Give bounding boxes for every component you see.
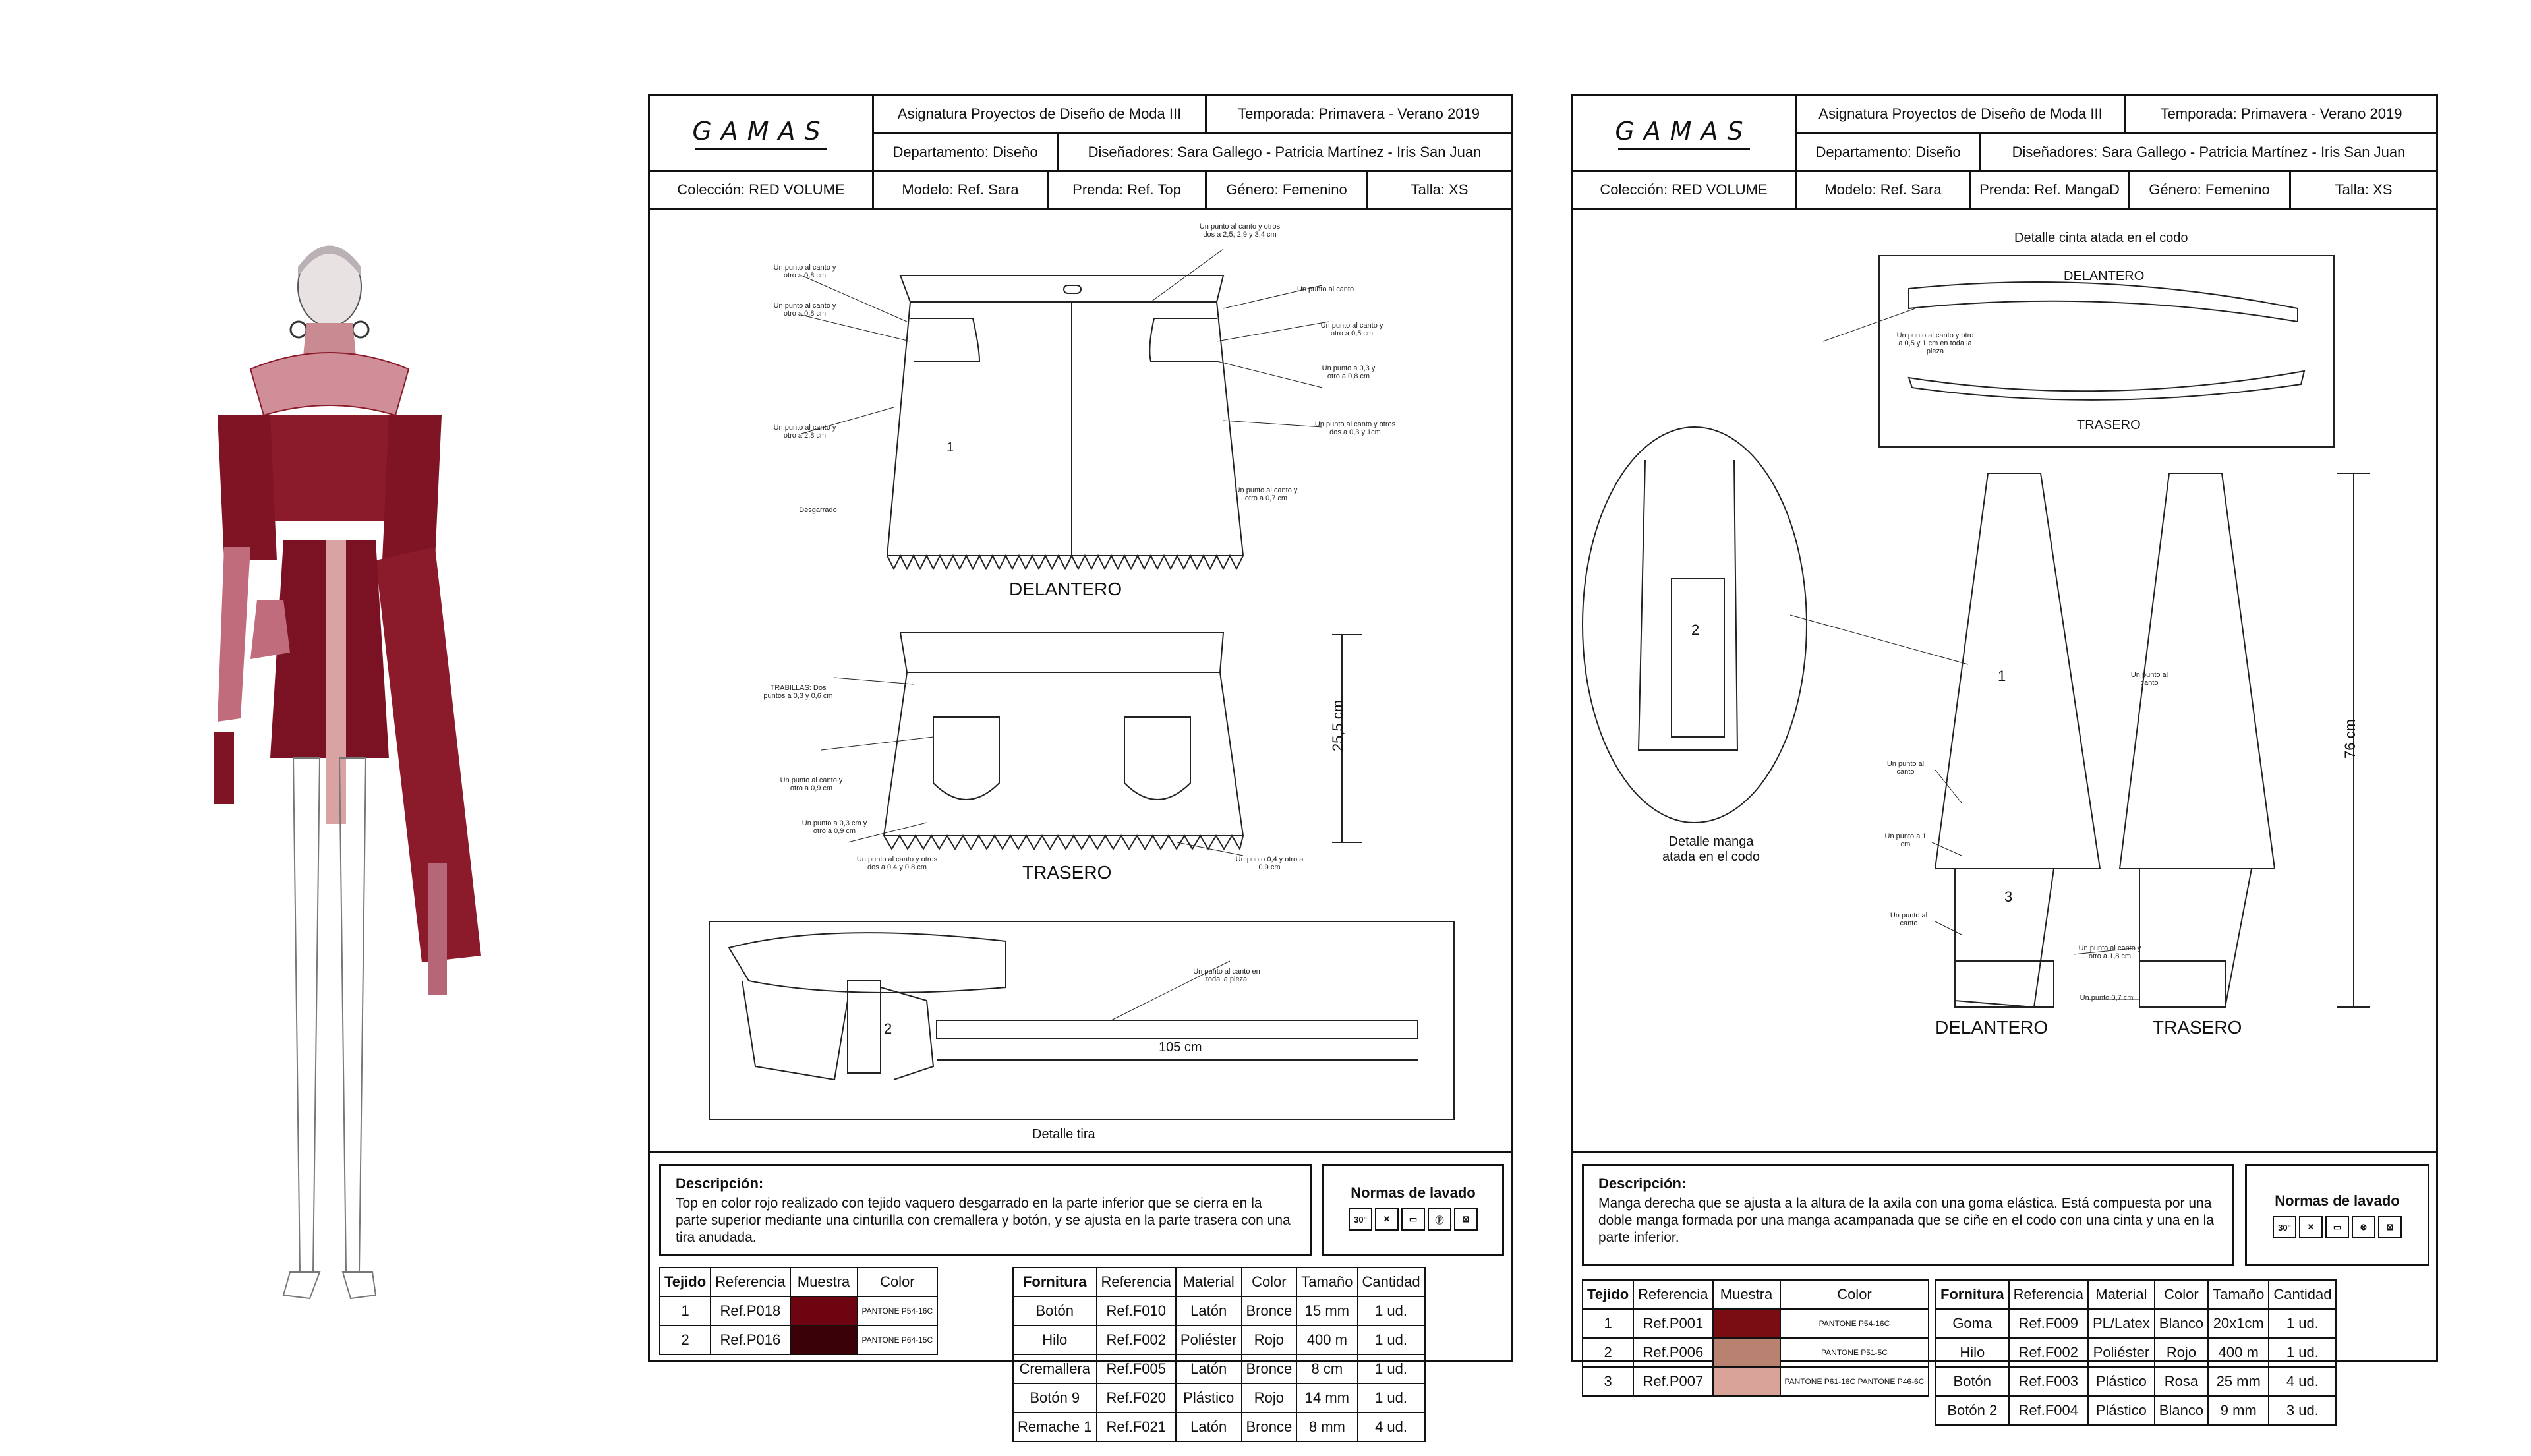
table-row <box>660 1296 937 1325</box>
tech-sheet-top <box>648 94 1513 1435</box>
column-header: Tejido <box>1583 1280 1633 1309</box>
column-header: Material <box>1176 1267 1242 1296</box>
column-header: Cantidad <box>2269 1280 2336 1309</box>
table-cell: 3 ud. <box>2269 1396 2336 1425</box>
table-cell: Hilo <box>1936 1338 2009 1367</box>
column-header: Material <box>2088 1280 2155 1309</box>
table-cell: Ref.F005 <box>1097 1354 1176 1383</box>
fabric-reference: Ref.P018 <box>711 1296 790 1325</box>
table-header <box>660 1267 937 1296</box>
column-header: Color <box>1780 1280 1929 1309</box>
table-cell: 1 ud. <box>1358 1354 1425 1383</box>
no-dryclean-icon: ⊗ <box>2352 1216 2375 1238</box>
table-row <box>660 1325 937 1354</box>
table-cell: Plástico <box>2088 1367 2155 1396</box>
fabric-swatch <box>1713 1338 1780 1367</box>
table-row <box>1583 1338 1929 1367</box>
sleeve-front-drawing <box>1935 473 2100 1007</box>
table-cell: Ref.F009 <box>2009 1309 2088 1338</box>
note: Desgarrado <box>799 506 837 514</box>
strap-detail-drawing <box>729 933 1418 1080</box>
table-cell: PL/Latex <box>2088 1309 2155 1338</box>
front-label: DELANTERO <box>1009 579 1122 599</box>
table-row <box>1583 1367 1929 1396</box>
table-cell: Blanco <box>2155 1396 2208 1425</box>
note: Un punto al canto y otro a 2,8 cm <box>773 424 836 440</box>
cinta-front-label: DELANTERO <box>2064 269 2145 283</box>
note: Un punto al canto y otro a 0,8 cm <box>773 264 836 279</box>
table-cell: 1 ud. <box>2269 1309 2336 1338</box>
note: Un punto al canto y otros dos a 0,3 y 1cm <box>1314 421 1396 436</box>
table-cell: Botón 2 <box>1936 1396 2009 1425</box>
column-header: Fornitura <box>1936 1280 2009 1309</box>
note: Un punto al canto y otros dos a 2,5, 2,9 y 3,4 cm <box>1199 223 1281 239</box>
fabric-number: 3 <box>1583 1367 1633 1396</box>
wash-title: Normas de lavado <box>1351 1184 1476 1201</box>
fabric-color: PANTONE P54-16C <box>1780 1309 1929 1338</box>
temporada-cell: Temporada: Primavera - Verano 2019 <box>2126 96 2436 134</box>
table-cell: Goma <box>1936 1309 2009 1338</box>
table-row <box>1013 1412 1425 1441</box>
fabric-swatch <box>1713 1309 1780 1338</box>
table-cell: Rojo <box>1242 1325 1297 1354</box>
description-title: Descripción: <box>1598 1175 1687 1192</box>
fashion-illustration <box>178 231 521 1351</box>
no-bleach-icon: ✕ <box>2299 1216 2323 1238</box>
brand-logo: GAMAS <box>650 96 874 172</box>
wash-title: Normas de lavado <box>2275 1192 2400 1209</box>
column-header: Color <box>1242 1267 1297 1296</box>
table-cell: 1 ud. <box>1358 1325 1425 1354</box>
table-cell: Ref.F004 <box>2009 1396 2088 1425</box>
wash-30-icon: 30° <box>2273 1216 2296 1238</box>
asignatura-cell: Asignatura Proyectos de Diseño de Moda III <box>874 96 1207 134</box>
table-cell: 8 mm <box>1296 1412 1357 1441</box>
fabric-color: PANTONE P51-5C <box>1780 1338 1929 1367</box>
note: Un punto al canto <box>1296 285 1354 293</box>
departamento-cell: Departamento: Diseño <box>874 134 1059 172</box>
prenda-cell: Prenda: Ref. Top <box>1049 172 1207 210</box>
column-header: Referencia <box>1097 1267 1176 1296</box>
column-header: Fornitura <box>1013 1267 1097 1296</box>
table-row <box>1936 1396 2336 1425</box>
table-row <box>1013 1296 1425 1325</box>
fabric-reference: Ref.P001 <box>1633 1309 1712 1338</box>
table-cell: 25 mm <box>2208 1367 2269 1396</box>
note: Un punto a 0,3 y otro a 0,8 cm <box>1322 364 1376 380</box>
note: Un punto al canto en toda la pieza <box>1193 968 1260 983</box>
note: Un punto a 1 cm <box>1884 832 1927 848</box>
table-cell: 9 mm <box>2208 1396 2269 1425</box>
trims-table <box>1935 1279 2337 1426</box>
iron-low-icon: ▭ <box>1401 1208 1425 1231</box>
column-header: Color <box>2155 1280 2208 1309</box>
fabric-number: 2 <box>1583 1338 1633 1367</box>
piece-number-3: 3 <box>2004 888 2013 905</box>
fabric-table <box>659 1267 938 1355</box>
note: Un punto al canto y otro a 0,7 cm <box>1235 486 1298 502</box>
table-row <box>1013 1325 1425 1354</box>
table-cell: Bronce <box>1242 1412 1297 1441</box>
table-header <box>1583 1280 1929 1309</box>
column-header: Cantidad <box>1358 1267 1425 1296</box>
column-header: Tamaño <box>2208 1280 2269 1309</box>
table-cell: 4 ud. <box>1358 1412 1425 1441</box>
table-cell: Plástico <box>2088 1396 2155 1425</box>
talla-cell: Talla: XS <box>1368 172 1511 210</box>
column-header: Tejido <box>660 1267 711 1296</box>
note: Un punto al canto y otros dos a 0,4 y 0,8 cm <box>856 856 938 871</box>
sheet-header <box>1573 96 2436 210</box>
table-cell: Bronce <box>1242 1296 1297 1325</box>
description-text: Manga derecha que se ajusta a la altura de la axila con una goma elástica. Está compuesta por una doble manga formada por una manga acampanada que se ciñe en el codo con una cinta y una en la parte inferior. <box>1598 1196 2214 1245</box>
wash-icons <box>2247 1216 2428 1238</box>
prenda-cell: Prenda: Ref. MangaD <box>1971 172 2130 210</box>
cinta-back-drawing <box>1909 371 2304 400</box>
no-tumble-dry-icon: ⊠ <box>2378 1216 2402 1238</box>
table-cell: Ref.F020 <box>1097 1383 1176 1412</box>
fabric-reference: Ref.P006 <box>1633 1338 1712 1367</box>
description-box <box>1582 1164 2234 1266</box>
table-cell: Hilo <box>1013 1325 1097 1354</box>
fabric-color: PANTONE P64-15C <box>858 1325 938 1354</box>
sleeve-back-drawing <box>2120 473 2370 1007</box>
table-cell: 1 ud. <box>1358 1383 1425 1412</box>
fabric-color: PANTONE P54-16C <box>858 1296 938 1325</box>
piece-number-1: 1 <box>946 440 954 455</box>
table-cell: Poliéster <box>1176 1325 1242 1354</box>
column-header: Muestra <box>1713 1280 1780 1309</box>
fabric-color: PANTONE P61-16C PANTONE P46-6C <box>1780 1367 1929 1396</box>
fabric-reference: Ref.P016 <box>711 1325 790 1354</box>
table-cell: Rosa <box>2155 1367 2208 1396</box>
no-tumble-dry-icon: ⊠ <box>1454 1208 1478 1231</box>
brand-logo: GAMAS <box>1573 96 1797 172</box>
detail-label: Detalle tira <box>1032 1127 1095 1142</box>
trims-table <box>1012 1267 1426 1442</box>
modelo-cell: Modelo: Ref. Sara <box>1797 172 1971 210</box>
table-header <box>1013 1267 1425 1296</box>
wash-30-icon: 30° <box>1349 1208 1372 1231</box>
cinta-title: Detalle cinta atada en el codo <box>2014 231 2188 245</box>
table-cell: Ref.F002 <box>2009 1338 2088 1367</box>
table-cell: Botón <box>1013 1296 1097 1325</box>
column-header: Color <box>858 1267 938 1296</box>
genero-cell: Género: Femenino <box>2130 172 2291 210</box>
departamento-cell: Departamento: Diseño <box>1797 134 1981 172</box>
talla-cell: Talla: XS <box>2291 172 2436 210</box>
table-cell: Poliéster <box>2088 1338 2155 1367</box>
table-cell: 400 m <box>1296 1325 1357 1354</box>
note: Un punto 0,4 y otro a 0,9 cm <box>1235 856 1304 871</box>
table-cell: Ref.F003 <box>2009 1367 2088 1396</box>
no-bleach-icon: ✕ <box>1375 1208 1399 1231</box>
height-measure: 25,5 cm <box>1329 699 1347 752</box>
note: Un punto a 0,3 cm y otro a 0,9 cm <box>801 819 867 835</box>
table-cell: Botón 9 <box>1013 1383 1097 1412</box>
table-cell: 400 m <box>2208 1338 2269 1367</box>
technical-drawing <box>1573 210 2436 1153</box>
table-cell: Bronce <box>1242 1354 1297 1383</box>
note: Un punto al canto <box>1886 760 1925 776</box>
table-cell: 4 ud. <box>2269 1367 2336 1396</box>
fabric-number: 1 <box>1583 1309 1633 1338</box>
table-cell: Latón <box>1176 1412 1242 1441</box>
cinta-back-label: TRASERO <box>2077 418 2141 432</box>
column-header: Referencia <box>1633 1280 1712 1309</box>
table-cell: Rojo <box>1242 1383 1297 1412</box>
fabric-reference: Ref.P007 <box>1633 1367 1712 1396</box>
strap-measure: 105 cm <box>1159 1040 1202 1055</box>
note: Un punto al canto y otro a 0,8 cm <box>773 302 836 318</box>
table-row <box>1936 1338 2336 1367</box>
fabric-number: 2 <box>660 1325 711 1354</box>
iron-low-icon: ▭ <box>2325 1216 2349 1238</box>
note: Un punto al canto y otro a 0,9 cm <box>780 776 843 792</box>
asignatura-cell: Asignatura Proyectos de Diseño de Moda III <box>1797 96 2126 134</box>
table-cell: Plástico <box>1176 1383 1242 1412</box>
disenadores-cell: Diseñadores: Sara Gallego - Patricia Martínez - Iris San Juan <box>1059 134 1511 172</box>
back-label: TRASERO <box>1022 862 1112 883</box>
piece-number-2: 2 <box>884 1020 892 1037</box>
table-cell: 1 ud. <box>1358 1296 1425 1325</box>
manga-detail-label: Detalle manga atada en el codo <box>1662 834 1760 864</box>
description-title: Descripción: <box>676 1175 764 1192</box>
fabric-swatch <box>790 1296 858 1325</box>
note: Un punto al canto <box>2130 671 2168 687</box>
coleccion-cell: Colección: RED VOLUME <box>1573 172 1797 210</box>
table-row <box>1583 1309 1929 1338</box>
table-row <box>1013 1354 1425 1383</box>
wash-care-box <box>2245 1164 2429 1266</box>
table-cell: Rojo <box>2155 1338 2208 1367</box>
table-cell: Ref.F010 <box>1097 1296 1176 1325</box>
table-row <box>1013 1383 1425 1412</box>
note: Un punto al canto y otro a 1,8 cm <box>2078 945 2141 960</box>
table-cell: 1 ud. <box>2269 1338 2336 1367</box>
table-cell: Botón <box>1936 1367 2009 1396</box>
coleccion-cell: Colección: RED VOLUME <box>650 172 874 210</box>
dryclean-p-icon: Ⓟ <box>1428 1208 1451 1231</box>
table-row <box>1936 1367 2336 1396</box>
table-cell: Ref.F021 <box>1097 1412 1176 1441</box>
column-header: Tamaño <box>1296 1267 1357 1296</box>
table-cell: 8 cm <box>1296 1354 1357 1383</box>
temporada-cell: Temporada: Primavera - Verano 2019 <box>1207 96 1511 134</box>
table-header <box>1936 1280 2336 1309</box>
note: Un punto 0,7 cm <box>2080 994 2134 1002</box>
wash-care-box <box>1322 1164 1504 1256</box>
table-cell: Ref.F002 <box>1097 1325 1176 1354</box>
description-box <box>659 1164 1312 1256</box>
wash-icons <box>1324 1208 1502 1231</box>
front-label: DELANTERO <box>1935 1017 2049 1037</box>
table-cell: Latón <box>1176 1354 1242 1383</box>
front-view-drawing <box>887 276 1243 569</box>
table-cell: 15 mm <box>1296 1296 1357 1325</box>
back-label: TRASERO <box>2153 1017 2242 1037</box>
piece-number-1: 1 <box>1998 668 2006 684</box>
length-measure: 76 cm <box>2341 719 2358 759</box>
note: Un punto al canto y otro a 0,5 y 1 cm en toda la pieza <box>1896 332 1974 355</box>
piece-number-2: 2 <box>1691 622 1700 638</box>
fabric-number: 1 <box>660 1296 711 1325</box>
table-cell: 14 mm <box>1296 1383 1357 1412</box>
tech-sheet-sleeve <box>1571 94 2438 1418</box>
table-cell: Cremallera <box>1013 1354 1097 1383</box>
sheet-header <box>650 96 1511 210</box>
table-row <box>1936 1309 2336 1338</box>
fabric-swatch <box>1713 1367 1780 1396</box>
column-header: Muestra <box>790 1267 858 1296</box>
note: TRABILLAS: Dos puntos a 0,3 y 0,6 cm <box>763 684 833 700</box>
disenadores-cell: Diseñadores: Sara Gallego - Patricia Martínez - Iris San Juan <box>1981 134 2436 172</box>
table-cell: Blanco <box>2155 1309 2208 1338</box>
column-header: Referencia <box>2009 1280 2088 1309</box>
note: Un punto al canto <box>1890 912 1928 927</box>
note: Un punto al canto y otro a 0,5 cm <box>1320 322 1383 337</box>
genero-cell: Género: Femenino <box>1207 172 1368 210</box>
fabric-table <box>1582 1279 1929 1397</box>
technical-drawing <box>650 210 1511 1153</box>
fabric-swatch <box>790 1325 858 1354</box>
cinta-front-drawing <box>1909 282 2298 322</box>
table-cell: Remache 1 <box>1013 1412 1097 1441</box>
modelo-cell: Modelo: Ref. Sara <box>874 172 1049 210</box>
table-cell: Latón <box>1176 1296 1242 1325</box>
table-cell: 20x1cm <box>2208 1309 2269 1338</box>
column-header: Referencia <box>711 1267 790 1296</box>
description-text: Top en color rojo realizado con tejido vaquero desgarrado en la parte inferior que se cierra en la parte superior mediante una cinturilla con cremallera y botón, y se ajusta en la parte trasera con una tira anudada. <box>676 1196 1291 1245</box>
back-view-drawing <box>884 633 1362 849</box>
